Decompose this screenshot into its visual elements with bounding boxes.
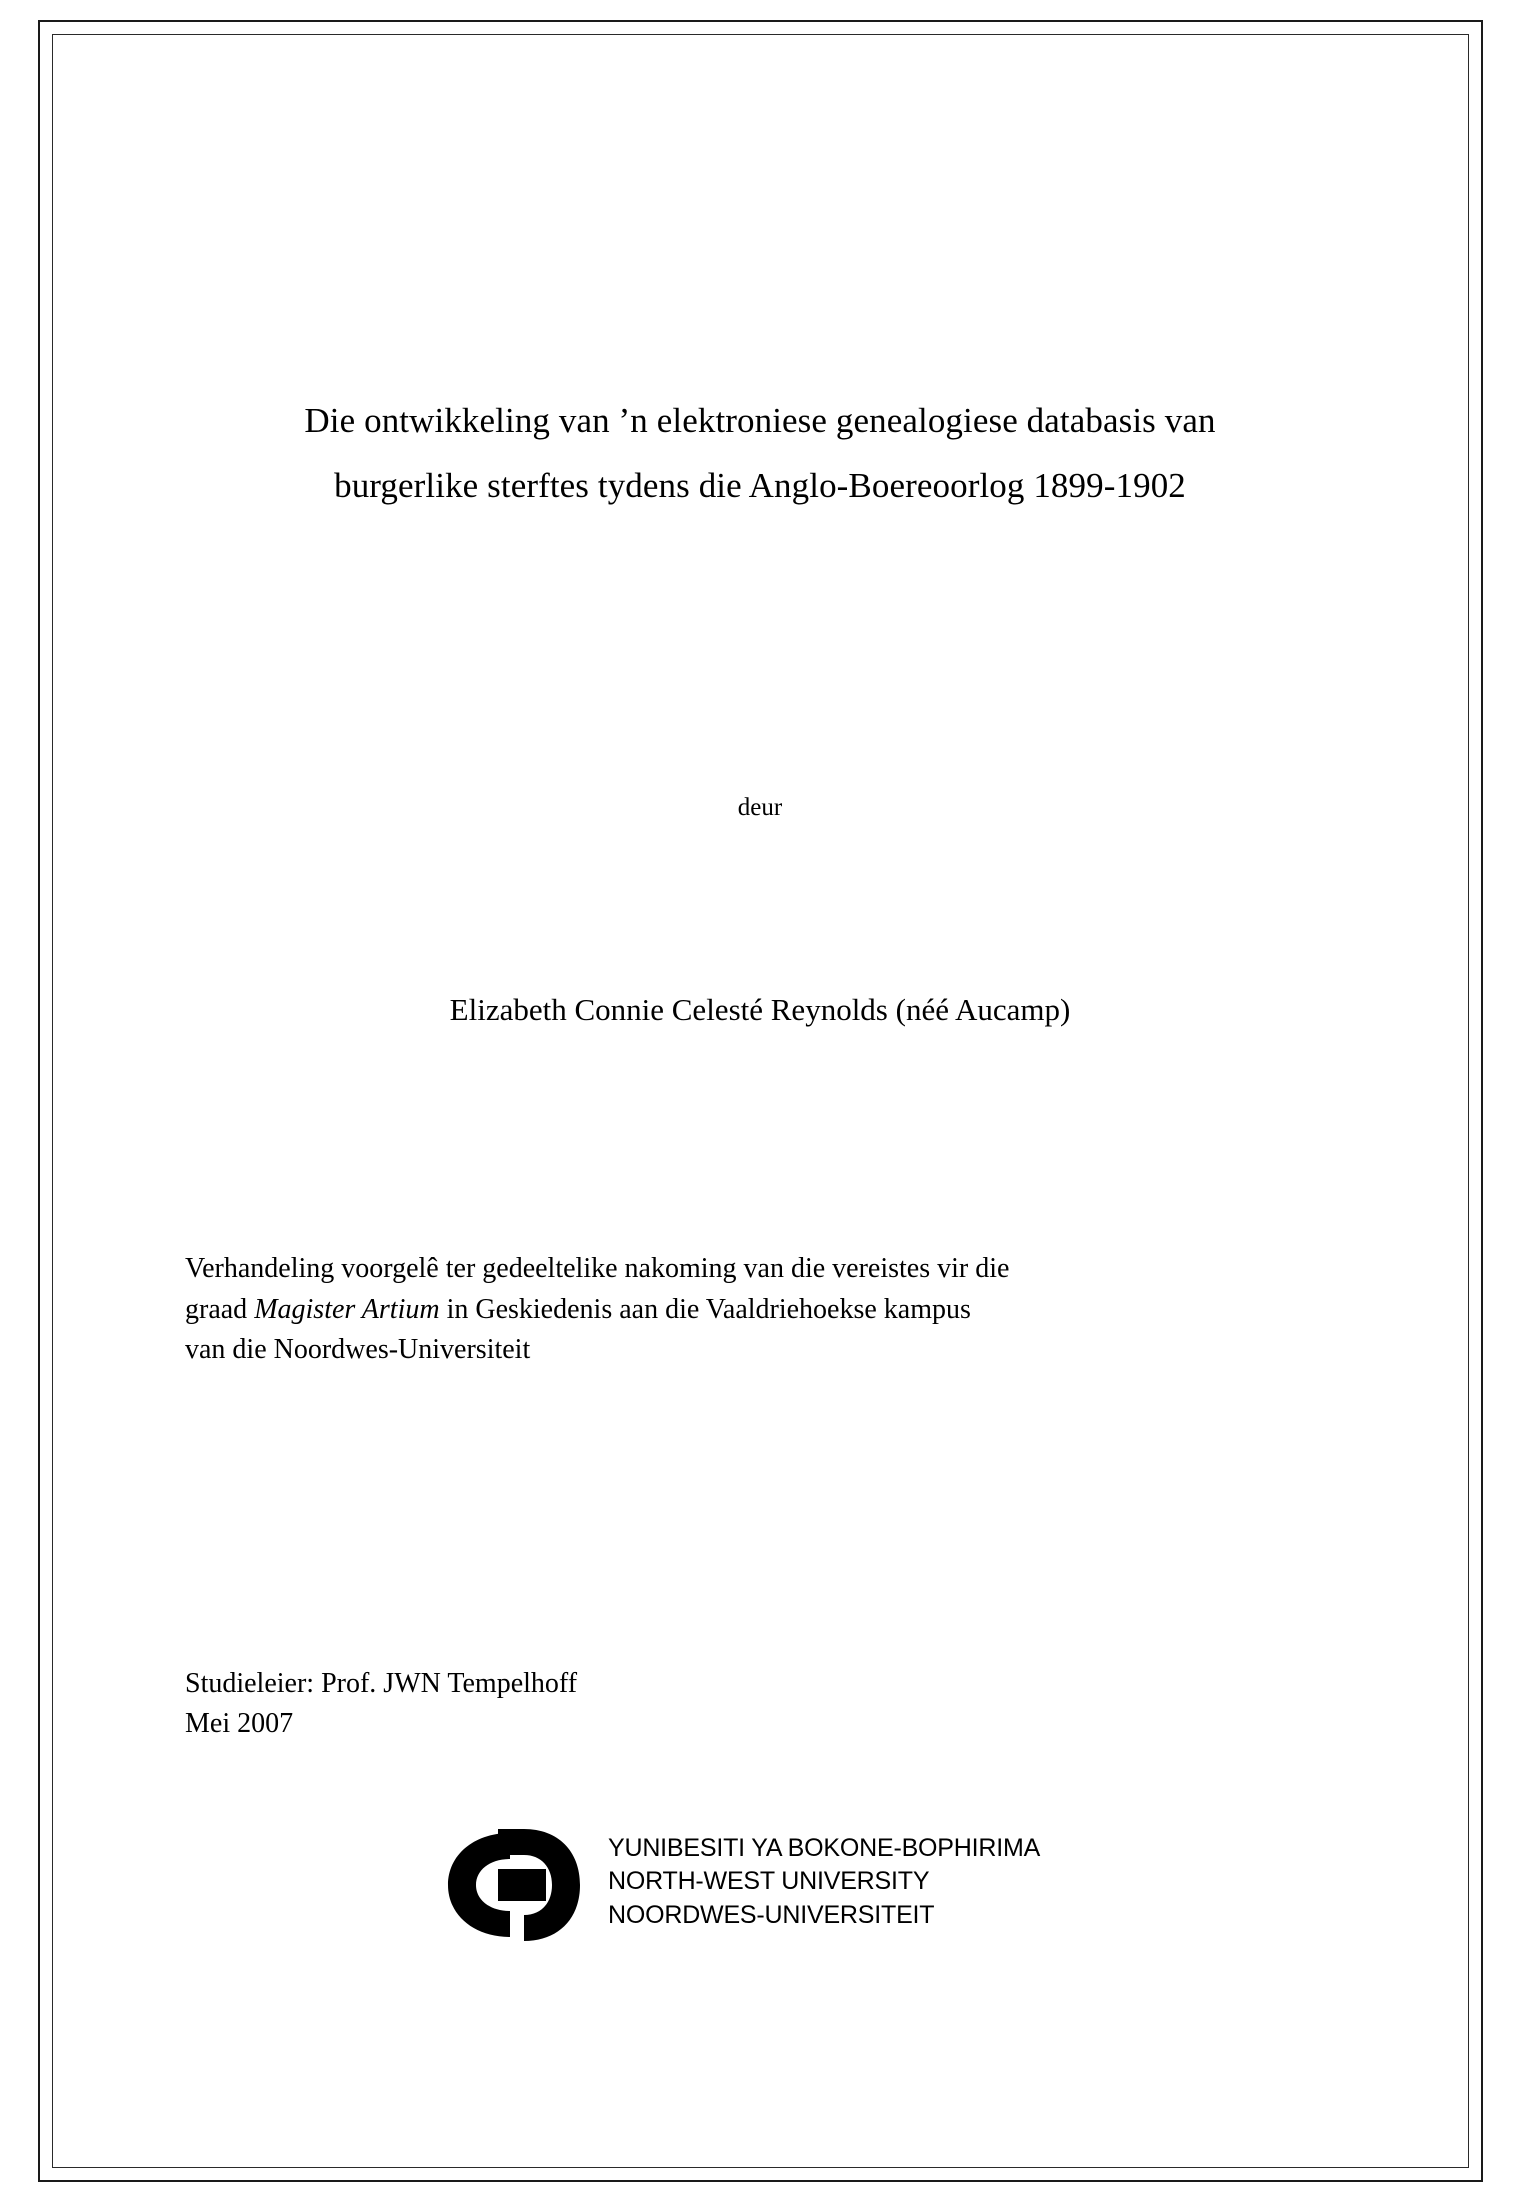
north-west-university-logo <box>440 1829 1240 1954</box>
date-line: Mei 2007 <box>185 1707 294 1739</box>
degree-statement-line-3: van die Noordwes-Universiteit <box>185 1334 531 1366</box>
degree-statement-line-2-prefix: graad <box>185 1293 255 1325</box>
degree-statement-line-2-suffix: in Geskiedenis aan die Vaaldriehoekse kampus <box>439 1293 971 1325</box>
university-logo-icon <box>440 1829 590 1941</box>
degree-statement <box>185 1249 1335 1371</box>
title-page-content <box>185 34 1335 2134</box>
supervisor-block <box>185 1664 1335 1744</box>
title-line-1: Die ontwikkeling van ’n elektroniese genealogiese databasis van <box>304 401 1216 440</box>
author-label: deur <box>737 794 783 821</box>
author-name: Elizabeth Connie Celesté Reynolds (néé Aucamp) <box>449 992 1071 1027</box>
degree-statement-line-2 <box>185 1290 1335 1331</box>
university-logo-text <box>608 1832 1040 1932</box>
logo-text-line-2: NORTH-WEST UNIVERSITY <box>608 1867 930 1896</box>
logo-text-line-3: NOORDWES-UNIVERSITEIT <box>608 1900 935 1929</box>
page-title <box>185 389 1335 519</box>
logo-text-line-1: YUNIBESITI YA BOKONE-BOPHIRIMA <box>608 1834 1041 1862</box>
supervisor-line: Studieleier: Prof. JWN Tempelhoff <box>185 1668 578 1699</box>
degree-statement-line-1: Verhandeling voorgelê ter gedeeltelike nakoming van die vereistes vir die <box>185 1253 1010 1284</box>
degree-name-italic: Magister Artium <box>254 1293 440 1325</box>
title-line-2: burgerlike sterftes tydens die Anglo-Boereoorlog 1899-1902 <box>334 465 1186 505</box>
